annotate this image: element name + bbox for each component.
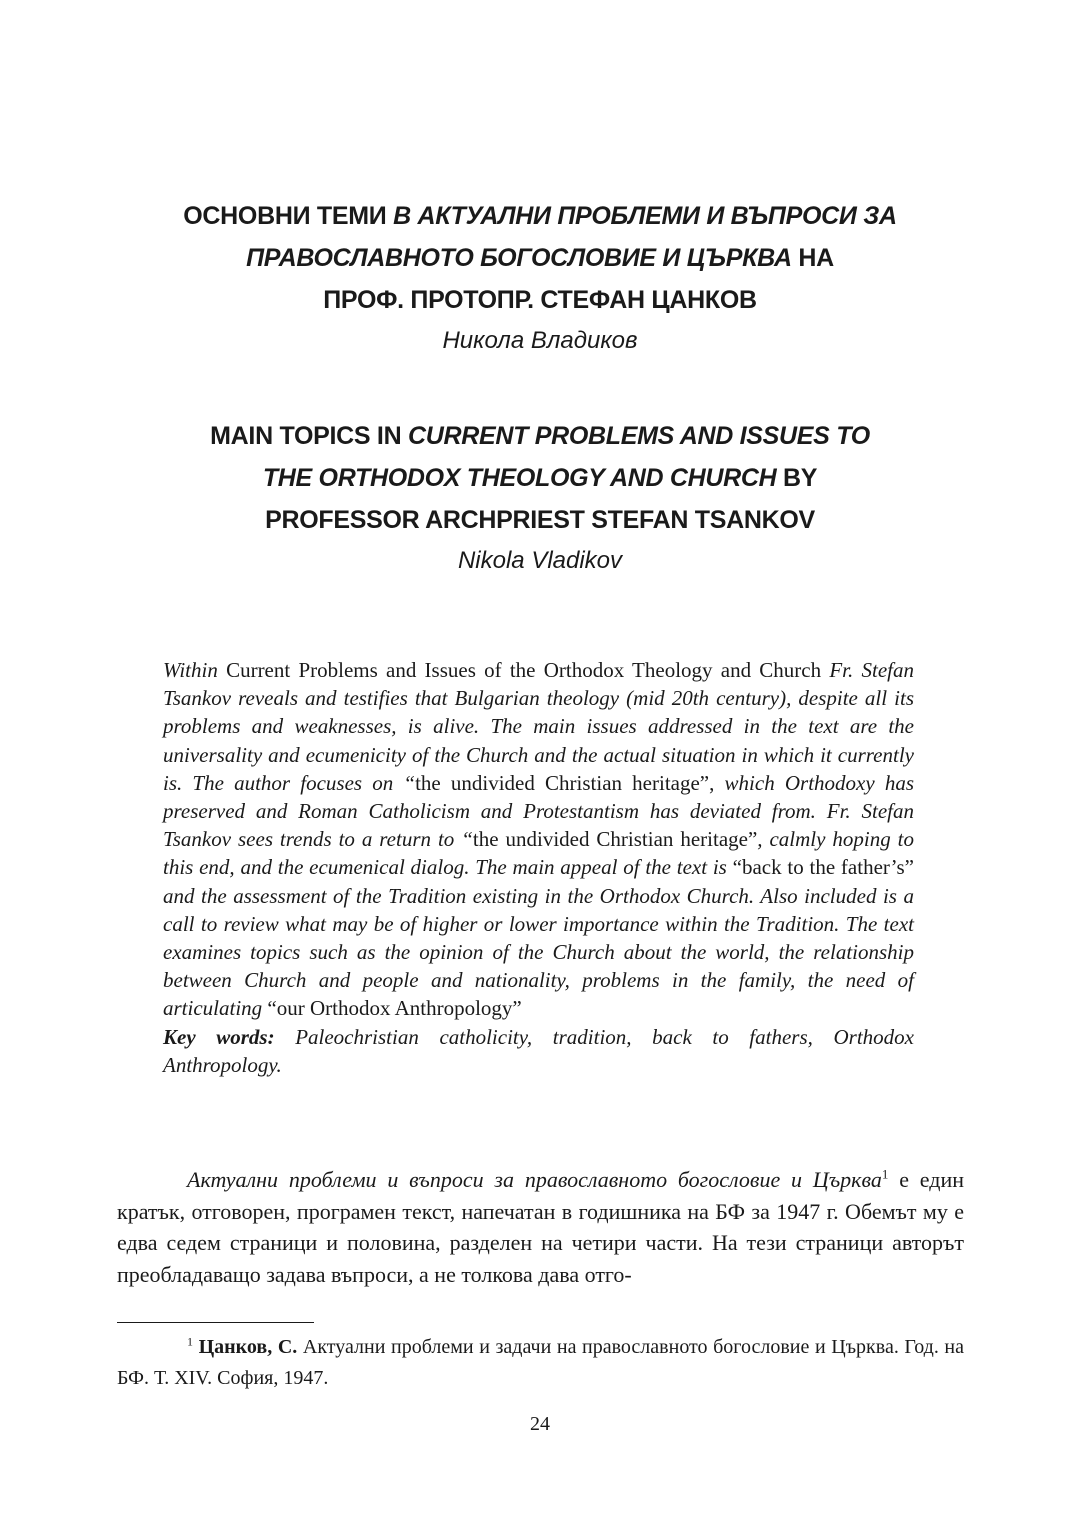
bulgarian-title-line-2 — [0, 237, 1080, 279]
body-paragraph — [117, 1164, 964, 1290]
bulgarian-title-italic-text: В АКТУАЛНИ ПРОБЛЕМИ И ВЪПРОСИ ЗА — [393, 202, 897, 230]
english-title-text: BY — [776, 464, 818, 492]
abstract-italic-text: Fr. Stefan Tsankov reveals and testifies that Bulgarian theology (mid 20th century), despite all its problems and weaknesses, is alive. The main issues addressed in the text are the universality and ecumenicity of the Church and the actual situation in which it currently is. The author focuses on “ — [163, 658, 914, 795]
bulgarian-title-italic-text: ПРАВОСЛАВНОТО БОГОСЛОВИЕ И ЦЪРКВА — [246, 244, 792, 272]
bulgarian-title-line-3: ПРОФ. ПРОТОПР. СТЕФАН ЦАНКОВ — [323, 286, 757, 314]
abstract-italic-text: which Orthodoxy has preserved and Roman Catholicism and Protestantism has deviated from. Fr. Stefan Tsankov sees trends to a return to “ — [163, 770, 914, 852]
footnote-text: Актуални проблеми и задачи на православното богословие и Църква. Год. на БФ. Т. XIV. София, 1947. — [117, 1336, 964, 1389]
abstract-plain-text: Current Problems and Issues of the Orthodox Theology and Church — [217, 658, 830, 682]
english-title-italic-text: CURRENT PROBLEMS AND ISSUES TO — [407, 422, 870, 450]
english-title-text: MAIN TOPICS IN — [210, 422, 408, 450]
keywords-text: Paleochristian catholicity, tradition, back to fathers, Orthodox Anthropology. — [163, 1024, 914, 1077]
english-title-block — [0, 415, 1080, 581]
body-paragraph-text: е един кратък, отговорен, програмен текст, напечатан в годишника на БФ за 1947 г. Обемът му е едва седем страници и половина, разделен на четири части. На тези страници авторът преобладаващо задава въпроси, а не толкова дава отго- — [117, 1167, 964, 1287]
abstract-italic-text: Within — [163, 658, 218, 682]
page-number: 24 — [530, 1413, 550, 1435]
bulgarian-title-text: ОСНОВНИ ТЕМИ — [183, 202, 394, 230]
keywords-label: Key words: — [163, 1024, 275, 1049]
bulgarian-title-block — [0, 195, 1080, 361]
english-author-name: Nikola Vladikov — [457, 547, 623, 574]
footnote-author: Цанков, С. — [198, 1336, 298, 1358]
abstract-plain-text: “back to the father’s” — [732, 855, 914, 880]
abstract — [163, 656, 914, 1079]
footnote-divider — [117, 1322, 314, 1323]
abstract-plain-text: the undivided Christian heritage” — [472, 827, 758, 852]
body-italic-title: Актуални проблеми и въпроси за православното богословие и Църква — [187, 1167, 882, 1192]
abstract-italic-text: , calmly hoping to this end, and the ecumenical dialog. The main appeal of the text is — [163, 827, 914, 880]
english-title-line-3: PROFESSOR ARCHPRIEST STEFAN TSANKOV — [265, 506, 815, 534]
keywords — [163, 1023, 914, 1079]
english-title-line-1 — [0, 415, 1080, 457]
abstract-italic-text: and the assessment of the Tradition existing in the Orthodox Church. Also included is a call to review what may be of higher or lower importance within the Tradition. The text examines topics such as the opinion of the Church about the world, the relationship between Church and people and nationality, problems in the family, the need of articulating — [163, 883, 914, 1021]
english-title-italic-text: THE ORTHODOX THEOLOGY AND CHURCH — [262, 464, 777, 492]
footnote — [117, 1332, 964, 1394]
abstract-paragraph — [163, 656, 914, 1023]
abstract-plain-text: “our Orthodox Anthropology” — [267, 996, 522, 1021]
bulgarian-title-line-1 — [0, 195, 1080, 237]
english-title-line-2 — [0, 457, 1080, 499]
footnote-marker: 1 — [187, 1334, 193, 1349]
body-text — [117, 1164, 964, 1290]
bulgarian-author-name: Никола Владиков — [442, 327, 638, 354]
bulgarian-title-text: НА — [791, 244, 834, 272]
footnote-reference[interactable]: 1 — [881, 1166, 889, 1182]
abstract-plain-text: the undivided Christian heritage”, — [415, 770, 715, 795]
